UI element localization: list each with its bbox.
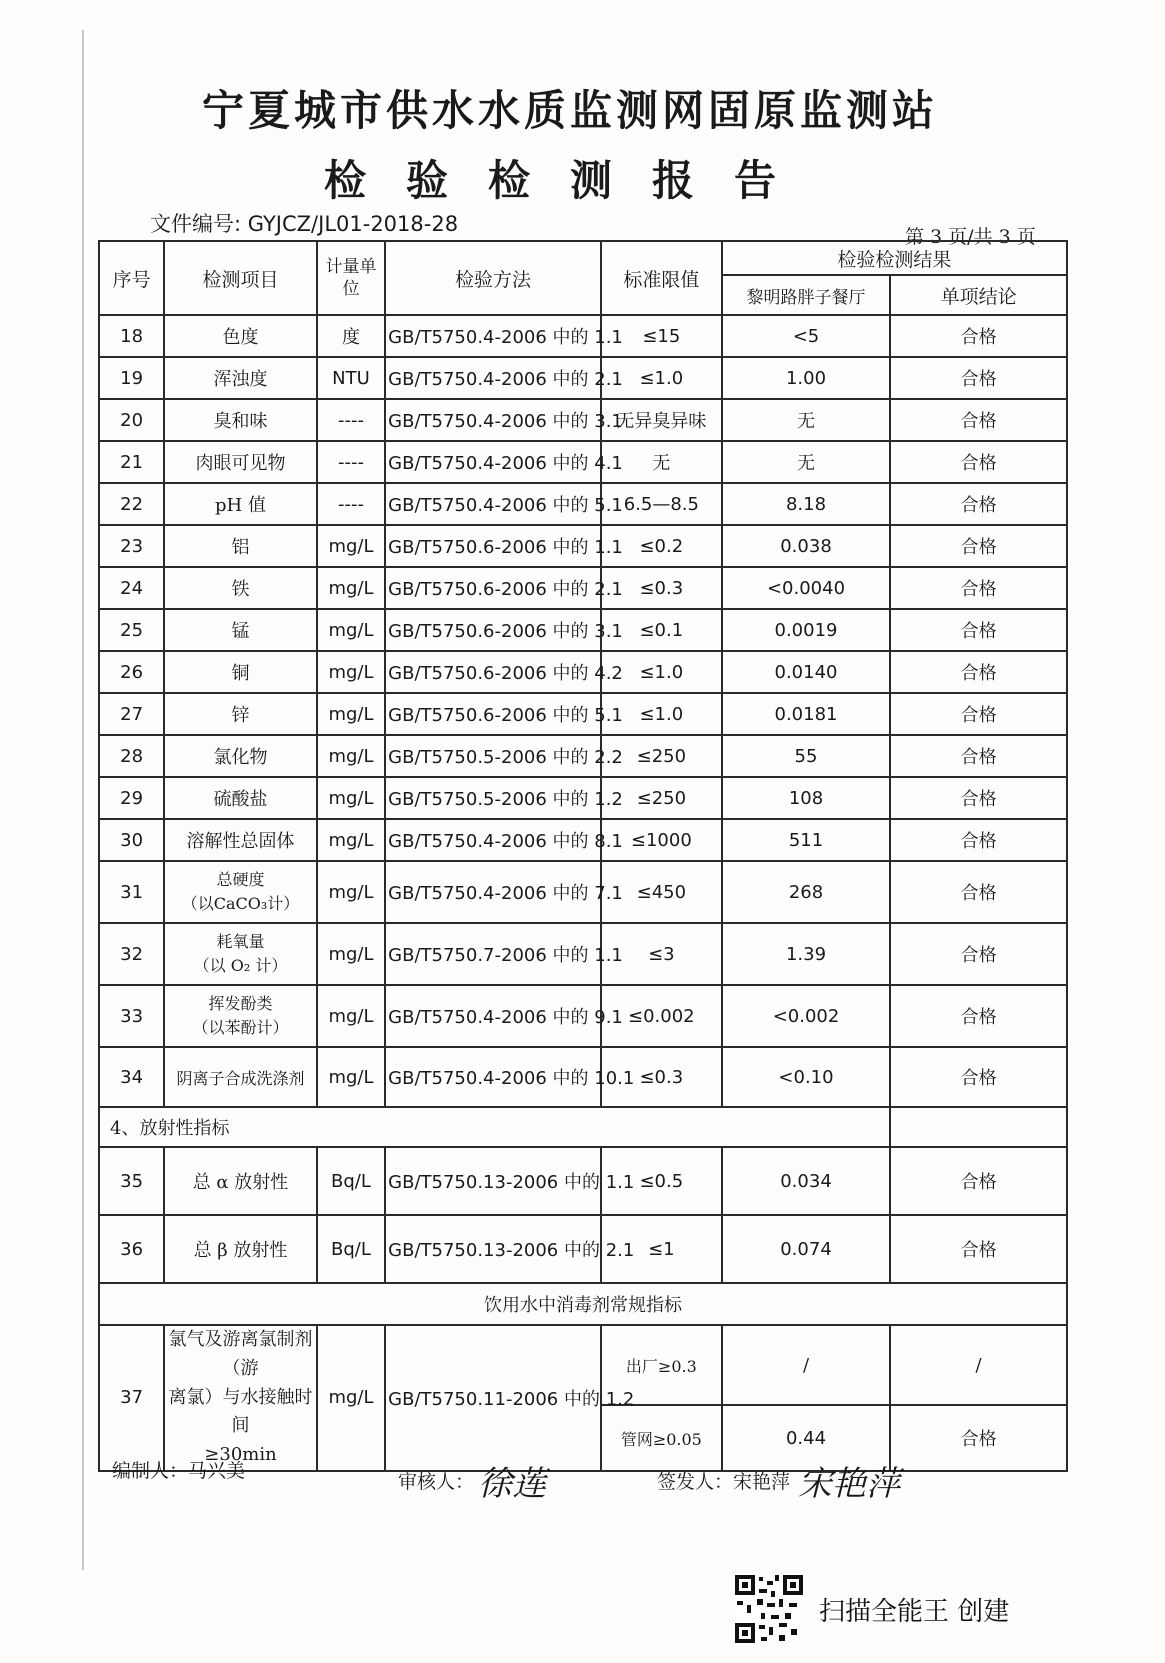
cell-result: 1.39	[722, 923, 890, 985]
cell-method: GB/T5750.5-2006 中的 2.2	[385, 735, 601, 777]
cell-seq: 31	[99, 861, 164, 923]
cell-seq: 21	[99, 441, 164, 483]
table-row	[99, 567, 1067, 609]
table-row	[99, 693, 1067, 735]
cell-item: 铁	[164, 567, 317, 609]
cell-conclusion: 合格	[890, 567, 1067, 609]
scanner-watermark	[733, 1573, 1009, 1645]
section-empty-cell	[890, 1107, 1067, 1147]
cell-result: 0.038	[722, 525, 890, 567]
cell-item: 臭和味	[164, 399, 317, 441]
cell-method: GB/T5750.4-2006 中的 8.1	[385, 819, 601, 861]
cell-item-line2: （以 O₂ 计）	[193, 956, 288, 975]
table-row	[99, 923, 1067, 985]
table-row	[99, 357, 1067, 399]
cell-unit: ----	[317, 441, 385, 483]
issued-by	[657, 1456, 900, 1505]
header-item: 检测项目	[164, 241, 317, 315]
cell-seq: 34	[99, 1047, 164, 1107]
cell-result: <5	[722, 315, 890, 357]
header-limit: 标准限值	[601, 241, 722, 315]
cell-result: <0.10	[722, 1047, 890, 1107]
cell-unit: mg/L	[317, 567, 385, 609]
cell-result: 268	[722, 861, 890, 923]
header-result-group: 检验检测结果	[722, 241, 1067, 275]
cell-unit: mg/L	[317, 735, 385, 777]
cell-item: 铝	[164, 525, 317, 567]
cell-result: 511	[722, 819, 890, 861]
cell-result: 无	[722, 399, 890, 441]
cell-limit: ≤250	[601, 777, 722, 819]
cell-method: GB/T5750.6-2006 中的 5.1	[385, 693, 601, 735]
cell-seq: 18	[99, 315, 164, 357]
cell-unit: mg/L	[317, 985, 385, 1047]
cell-item	[164, 1325, 317, 1471]
cell-unit: mg/L	[317, 693, 385, 735]
cell-method: GB/T5750.13-2006 中的 1.1	[385, 1147, 601, 1215]
cell-unit: Bq/L	[317, 1215, 385, 1283]
cell-limit: ≤0.5	[601, 1147, 722, 1215]
cell-conclusion: 合格	[890, 985, 1067, 1047]
cell-limit-network: 管网≥0.05	[601, 1405, 722, 1471]
cell-conclusion: 合格	[890, 1047, 1067, 1107]
cell-method: GB/T5750.6-2006 中的 2.1	[385, 567, 601, 609]
prepared-by: 编制人：马兴美	[112, 1460, 246, 1482]
cell-conclusion: 合格	[890, 1215, 1067, 1283]
cell-limit: ≤450	[601, 861, 722, 923]
cell-conclusion: 合格	[890, 1147, 1067, 1215]
cell-limit: ≤1.0	[601, 693, 722, 735]
cell-item	[164, 923, 317, 985]
cell-unit: mg/L	[317, 819, 385, 861]
cell-item: 硫酸盐	[164, 777, 317, 819]
cell-conclusion: 合格	[890, 399, 1067, 441]
results-table	[98, 240, 1068, 1472]
cell-seq: 36	[99, 1215, 164, 1283]
cell-item-line1: 挥发酚类	[208, 994, 273, 1013]
cell-conclusion: 合格	[890, 315, 1067, 357]
cell-seq: 23	[99, 525, 164, 567]
cell-unit: mg/L	[317, 609, 385, 651]
doc-number: 文件编号: GYJCZ/JL01-2018-28	[150, 212, 459, 236]
cell-item: 色度	[164, 315, 317, 357]
cell-seq: 25	[99, 609, 164, 651]
cell-item-line2: （以苯酚计）	[192, 1018, 289, 1037]
table-row	[99, 735, 1067, 777]
cell-limit: ≤250	[601, 735, 722, 777]
header-seq: 序号	[99, 241, 164, 315]
reviewer-signature: 徐莲	[478, 1464, 547, 1504]
cell-method: GB/T5750.4-2006 中的 4.1	[385, 441, 601, 483]
cell-conclusion-network: 合格	[890, 1405, 1067, 1471]
table-row	[99, 1147, 1067, 1215]
cell-item: 锌	[164, 693, 317, 735]
cell-method: GB/T5750.11-2006 中的 1.2	[385, 1325, 601, 1471]
page-info: 第 3 页/共 3 页	[905, 226, 1036, 248]
cell-conclusion: 合格	[890, 483, 1067, 525]
cell-method: GB/T5750.6-2006 中的 3.1	[385, 609, 601, 651]
cell-unit: mg/L	[317, 525, 385, 567]
cell-result: 1.00	[722, 357, 890, 399]
table-row	[99, 609, 1067, 651]
table-row	[99, 399, 1067, 441]
table-row	[99, 777, 1067, 819]
report-title: 检验检测报告	[323, 156, 816, 205]
cell-conclusion: 合格	[890, 819, 1067, 861]
table-row	[99, 483, 1067, 525]
cell-result: 108	[722, 777, 890, 819]
cell-unit: ----	[317, 483, 385, 525]
table-row	[99, 861, 1067, 923]
cell-seq: 20	[99, 399, 164, 441]
cell-conclusion: 合格	[890, 735, 1067, 777]
cell-result: 0.074	[722, 1215, 890, 1283]
cell-limit: 6.5—8.5	[601, 483, 722, 525]
header-conclusion: 单项结论	[890, 275, 1067, 315]
cell-result: 无	[722, 441, 890, 483]
cell-method: GB/T5750.4-2006 中的 10.1	[385, 1047, 601, 1107]
cell-method: GB/T5750.4-2006 中的 3.1	[385, 399, 601, 441]
cell-conclusion: 合格	[890, 777, 1067, 819]
section-row	[99, 1107, 1067, 1147]
cell-limit: ≤15	[601, 315, 722, 357]
issued-label: 签发人：宋艳萍	[657, 1471, 791, 1493]
cell-seq: 24	[99, 567, 164, 609]
cell-method: GB/T5750.7-2006 中的 1.1	[385, 923, 601, 985]
cell-result: 0.034	[722, 1147, 890, 1215]
cell-limit: ≤0.1	[601, 609, 722, 651]
cell-conclusion: 合格	[890, 923, 1067, 985]
table-row	[99, 525, 1067, 567]
cell-result: 0.0140	[722, 651, 890, 693]
cell-result-factory: /	[722, 1325, 890, 1405]
cell-item-line1: 总硬度	[216, 870, 265, 889]
cell-item-line2: （以CaCO₃计）	[181, 894, 300, 913]
cell-conclusion: 合格	[890, 357, 1067, 399]
cell-method: GB/T5750.4-2006 中的 7.1	[385, 861, 601, 923]
cell-item: 氯化物	[164, 735, 317, 777]
section-title-radioactivity: 4、放射性指标	[99, 1107, 890, 1147]
cell-method: GB/T5750.6-2006 中的 1.1	[385, 525, 601, 567]
table-row	[99, 1047, 1067, 1107]
reviewed-label: 审核人：	[398, 1471, 475, 1493]
cell-seq: 35	[99, 1147, 164, 1215]
cell-seq: 32	[99, 923, 164, 985]
cell-item: 肉眼可见物	[164, 441, 317, 483]
cell-item-line1: 耗氧量	[216, 932, 265, 951]
cell-limit: 无异臭异味	[601, 399, 722, 441]
cell-seq: 19	[99, 357, 164, 399]
section-title-disinfectant: 饮用水中消毒剂常规指标	[99, 1283, 1067, 1325]
table-row	[99, 1325, 1067, 1405]
cell-item: 锰	[164, 609, 317, 651]
cell-seq: 33	[99, 985, 164, 1047]
cell-result: <0.0040	[722, 567, 890, 609]
cell-limit: ≤0.3	[601, 567, 722, 609]
table-row	[99, 819, 1067, 861]
binding-line	[82, 30, 84, 1570]
section-row	[99, 1283, 1067, 1325]
cell-item-line1: 氯气及游离氯制剂（游	[168, 1329, 313, 1379]
cell-limit: ≤1000	[601, 819, 722, 861]
cell-result-network: 0.44	[722, 1405, 890, 1471]
cell-item: 总 α 放射性	[164, 1147, 317, 1215]
cell-seq: 37	[99, 1325, 164, 1471]
cell-item: 总 β 放射性	[164, 1215, 317, 1283]
cell-item	[164, 985, 317, 1047]
cell-conclusion: 合格	[890, 861, 1067, 923]
cell-conclusion-factory: /	[890, 1325, 1067, 1405]
cell-seq: 30	[99, 819, 164, 861]
cell-limit: ≤0.002	[601, 985, 722, 1047]
table-row	[99, 651, 1067, 693]
cell-unit: NTU	[317, 357, 385, 399]
cell-unit: ----	[317, 399, 385, 441]
cell-limit: ≤1.0	[601, 651, 722, 693]
cell-limit: 无	[601, 441, 722, 483]
org-title: 宁夏城市供水水质监测网固原监测站	[201, 86, 938, 135]
cell-result: 0.0181	[722, 693, 890, 735]
cell-item: pH 值	[164, 483, 317, 525]
cell-unit: mg/L	[317, 777, 385, 819]
cell-conclusion: 合格	[890, 525, 1067, 567]
cell-item: 阴离子合成洗涤剂	[164, 1047, 317, 1107]
cell-limit: ≤1.0	[601, 357, 722, 399]
cell-unit: mg/L	[317, 1047, 385, 1107]
cell-unit: 度	[317, 315, 385, 357]
cell-result: 0.0019	[722, 609, 890, 651]
cell-limit: ≤3	[601, 923, 722, 985]
cell-item: 浑浊度	[164, 357, 317, 399]
cell-limit: ≤1	[601, 1215, 722, 1283]
cell-method: GB/T5750.5-2006 中的 1.2	[385, 777, 601, 819]
cell-conclusion: 合格	[890, 693, 1067, 735]
cell-method: GB/T5750.13-2006 中的 2.1	[385, 1215, 601, 1283]
cell-method: GB/T5750.6-2006 中的 4.2	[385, 651, 601, 693]
cell-seq: 22	[99, 483, 164, 525]
table-row	[99, 985, 1067, 1047]
cell-unit: mg/L	[317, 923, 385, 985]
cell-limit: ≤0.2	[601, 525, 722, 567]
cell-item-line2: 离氯）与水接触时间	[168, 1386, 313, 1437]
cell-seq: 27	[99, 693, 164, 735]
cell-unit: mg/L	[317, 1325, 385, 1471]
header-method: 检验方法	[385, 241, 601, 315]
cell-limit: ≤0.3	[601, 1047, 722, 1107]
cell-seq: 26	[99, 651, 164, 693]
cell-limit-factory: 出厂≥0.3	[601, 1325, 722, 1405]
cell-conclusion: 合格	[890, 609, 1067, 651]
issuer-signature: 宋艳萍	[798, 1464, 901, 1504]
cell-result: 8.18	[722, 483, 890, 525]
header-sample: 黎明路胖子餐厅	[722, 275, 890, 315]
cell-method: GB/T5750.4-2006 中的 1.1	[385, 315, 601, 357]
cell-method: GB/T5750.4-2006 中的 2.1	[385, 357, 601, 399]
table-row	[99, 315, 1067, 357]
cell-item: 溶解性总固体	[164, 819, 317, 861]
cell-conclusion: 合格	[890, 441, 1067, 483]
cell-item	[164, 861, 317, 923]
cell-item: 铜	[164, 651, 317, 693]
cell-method: GB/T5750.4-2006 中的 5.1	[385, 483, 601, 525]
cell-item-line3: ≥30min	[204, 1444, 277, 1466]
cell-unit: Bq/L	[317, 1147, 385, 1215]
qr-code-icon	[733, 1573, 805, 1645]
table-row	[99, 441, 1067, 483]
cell-unit: mg/L	[317, 651, 385, 693]
cell-seq: 29	[99, 777, 164, 819]
reviewed-by	[398, 1456, 546, 1505]
cell-result: <0.002	[722, 985, 890, 1047]
cell-unit: mg/L	[317, 861, 385, 923]
watermark-text: 扫描全能王 创建	[819, 1596, 1010, 1627]
cell-result: 55	[722, 735, 890, 777]
header-unit: 计量单位	[317, 241, 385, 315]
cell-method: GB/T5750.4-2006 中的 9.1	[385, 985, 601, 1047]
cell-seq: 28	[99, 735, 164, 777]
cell-conclusion: 合格	[890, 651, 1067, 693]
table-row	[99, 1215, 1067, 1283]
